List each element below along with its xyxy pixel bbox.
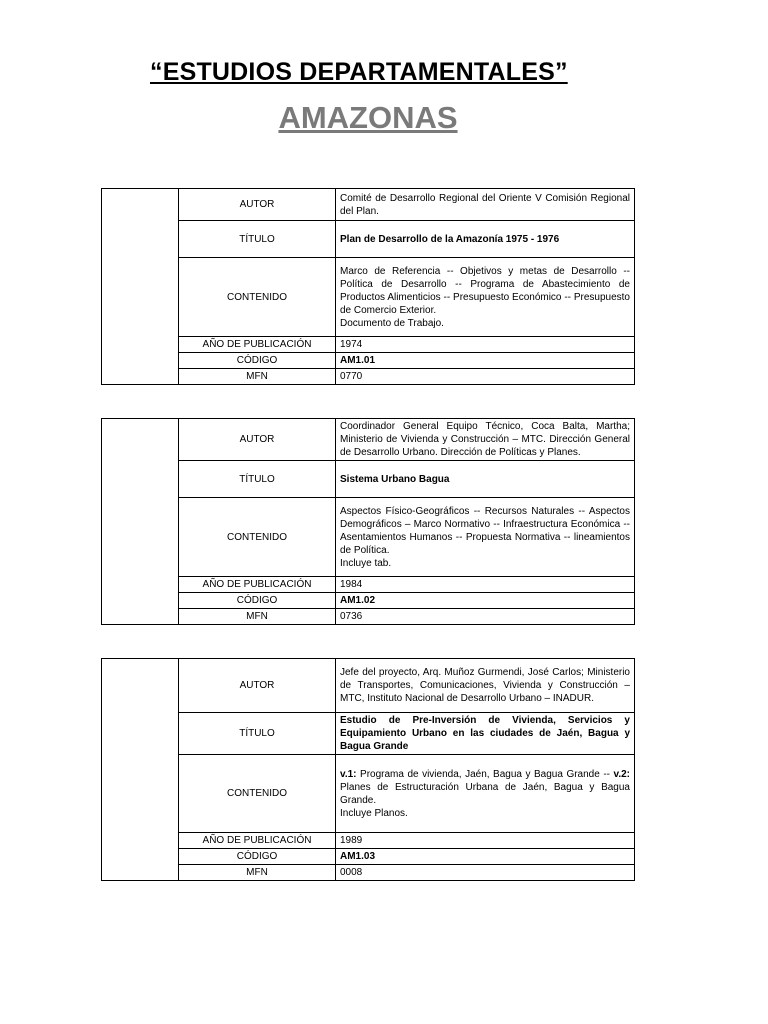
- contenido-v1: Programa de vivienda, Jaén, Bagua y Bagua Grande --: [356, 768, 614, 780]
- value-autor: Coordinador General Equipo Técnico, Coca Balta, Martha; Ministerio de Vivienda y Construcción – MTC. Dirección General de Desarrollo Urbano. Dirección de Políticas y Planes.: [336, 419, 635, 461]
- contenido-v1-label: v.1:: [340, 768, 357, 780]
- contenido-note: Incluye tab.: [340, 557, 392, 569]
- value-titulo: Estudio de Pre-Inversión de Vivienda, Servicios y Equipamiento Urbano en las ciudades de Jaén, Bagua y Bagua Grande: [336, 713, 635, 755]
- contenido-text: Marco de Referencia -- Objetivos y metas de Desarrollo -- Política de Desarrollo -- Programa de Abastecimiento de Productos Alimenticios -- Presupuesto Económico -- Presupuesto de Comercio Exterior.: [340, 265, 630, 316]
- contenido-text: [340, 768, 630, 807]
- label-titulo: TÍTULO: [179, 713, 336, 755]
- label-codigo: CÓDIGO: [179, 353, 336, 369]
- value-contenido: [336, 258, 635, 337]
- value-titulo: Sistema Urbano Bagua: [336, 461, 635, 498]
- label-autor: AUTOR: [179, 659, 336, 713]
- label-autor: AUTOR: [179, 189, 336, 221]
- record-table: [101, 418, 635, 625]
- value-contenido: [336, 498, 635, 577]
- label-titulo: TÍTULO: [179, 221, 336, 258]
- label-anio: AÑO DE PUBLICACIÓN: [179, 577, 336, 593]
- value-codigo: AM1.03: [336, 849, 635, 865]
- value-codigo: AM1.02: [336, 593, 635, 609]
- value-codigo: AM1.01: [336, 353, 635, 369]
- label-anio: AÑO DE PUBLICACIÓN: [179, 833, 336, 849]
- value-anio: 1974: [336, 337, 635, 353]
- label-mfn: MFN: [179, 369, 336, 385]
- label-contenido: CONTENIDO: [179, 755, 336, 833]
- label-codigo: CÓDIGO: [179, 849, 336, 865]
- record-blank-cell: [102, 419, 179, 625]
- region-heading: AMAZONAS: [278, 100, 458, 135]
- contenido-note: Incluye Planos.: [340, 807, 408, 819]
- label-mfn: MFN: [179, 609, 336, 625]
- document-title: “ESTUDIOS DEPARTAMENTALES”: [150, 58, 568, 86]
- label-titulo: TÍTULO: [179, 461, 336, 498]
- contenido-v2: Planes de Estructuración Urbana de Jaén, Bagua y Bagua Grande.: [340, 781, 630, 806]
- value-contenido: [336, 755, 635, 833]
- value-mfn: 0736: [336, 609, 635, 625]
- label-contenido: CONTENIDO: [179, 258, 336, 337]
- record-table: [101, 188, 635, 385]
- record-blank-cell: [102, 659, 179, 881]
- value-anio: 1984: [336, 577, 635, 593]
- value-mfn: 0770: [336, 369, 635, 385]
- value-autor: Jefe del proyecto, Arq. Muñoz Gurmendi, José Carlos; Ministerio de Transportes, Comunicaciones, Vivienda y Construcción – MTC, Instituto Nacional de Desarrollo Urbano – INADUR.: [336, 659, 635, 713]
- value-titulo: Plan de Desarrollo de la Amazonía 1975 - 1976: [336, 221, 635, 258]
- record-blank-cell: [102, 189, 179, 385]
- label-mfn: MFN: [179, 865, 336, 881]
- contenido-note: Documento de Trabajo.: [340, 317, 444, 329]
- value-mfn: 0008: [336, 865, 635, 881]
- label-codigo: CÓDIGO: [179, 593, 336, 609]
- label-anio: AÑO DE PUBLICACIÓN: [179, 337, 336, 353]
- contenido-text: Aspectos Físico-Geográficos -- Recursos Naturales -- Aspectos Demográficos – Marco Normativo -- Infraestructura Económica -- Asentamientos Humanos -- Propuesta Normativa -- lineamientos de Política.: [340, 505, 630, 556]
- contenido-v2-label: v.2:: [613, 768, 630, 780]
- record-table: [101, 658, 635, 881]
- label-autor: AUTOR: [179, 419, 336, 461]
- value-anio: 1989: [336, 833, 635, 849]
- value-autor: Comité de Desarrollo Regional del Oriente V Comisión Regional del Plan.: [336, 189, 635, 221]
- label-contenido: CONTENIDO: [179, 498, 336, 577]
